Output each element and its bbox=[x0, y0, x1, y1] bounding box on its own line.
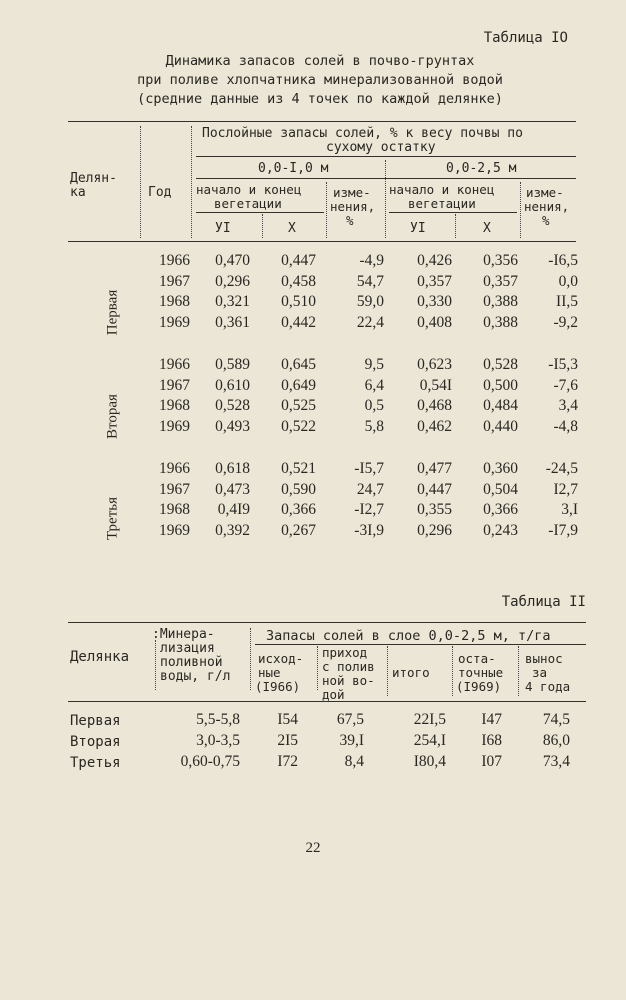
divider bbox=[520, 182, 521, 238]
header-start-end-2: начало и конец bbox=[389, 182, 495, 197]
t11-header-rest-3: (I969) bbox=[456, 679, 502, 694]
header-x: X bbox=[288, 221, 296, 236]
table10-cell-year: 1968 bbox=[159, 397, 190, 414]
table10-cell-b: 0,366 bbox=[281, 501, 316, 518]
table10-title-line: (средние данные из 4 точек по каждой делянке) bbox=[137, 91, 503, 107]
t11-header-min-1: :Минера- bbox=[152, 627, 215, 642]
table10-cell-year: 1967 bbox=[159, 480, 190, 498]
t11-header-init-3: (I966) bbox=[255, 679, 301, 694]
rule bbox=[196, 212, 324, 213]
table11-cell-min: 5,5-5,8 bbox=[196, 711, 240, 728]
table10-cell-year: 1969 bbox=[159, 417, 190, 435]
table10-cell-year: 1967 bbox=[159, 272, 190, 290]
table10-cell-b: 0,590 bbox=[281, 480, 316, 498]
table10-cell-c: 22,4 bbox=[356, 313, 384, 331]
table10-cell-f: -I5,3 bbox=[548, 356, 578, 373]
table11-cell-out: 74,5 bbox=[542, 711, 570, 728]
table10-cell-c: 54,7 bbox=[356, 272, 384, 290]
table10-label: Таблица IO bbox=[483, 30, 568, 46]
table10-cell-d: 0,447 bbox=[417, 480, 452, 498]
table10-cell-e: 0,366 bbox=[483, 501, 518, 518]
table10-cell-f: -7,6 bbox=[553, 376, 578, 394]
table10-cell-a: 0,493 bbox=[215, 417, 250, 435]
table10-cell-a: 0,321 bbox=[215, 293, 250, 310]
group-label: Третья bbox=[104, 496, 121, 541]
table10-cell-c: 24,7 bbox=[356, 480, 384, 498]
table10-cell-a: 0,473 bbox=[215, 480, 250, 498]
table11-cell-total: I80,4 bbox=[413, 753, 446, 770]
table10-cell-e: 0,356 bbox=[483, 252, 518, 269]
page-number: 22 bbox=[305, 840, 321, 856]
table10-cell-e: 0,357 bbox=[483, 272, 518, 290]
table10-cell-b: 0,525 bbox=[281, 397, 316, 414]
table10-cell-e: 0,484 bbox=[483, 397, 518, 414]
table10-cell-d: 0,408 bbox=[417, 313, 452, 331]
rule bbox=[255, 644, 586, 645]
table10-cell-c: 5,8 bbox=[364, 417, 384, 435]
table11-cell-total: 22I,5 bbox=[413, 711, 446, 728]
table10-cell-e: 0,388 bbox=[483, 313, 518, 331]
group-label: Вторая bbox=[104, 394, 121, 439]
table10-cell-f: II,5 bbox=[556, 293, 578, 310]
table10-cell-year: 1969 bbox=[159, 313, 190, 331]
table10-top-rule bbox=[68, 121, 576, 122]
table10-cell-a: 0,361 bbox=[215, 313, 250, 331]
table11-cell-init: 2I5 bbox=[277, 732, 298, 749]
table10-cell-a: 0,296 bbox=[215, 272, 250, 290]
t11-header-rest-1: оста- bbox=[458, 651, 496, 666]
table10-cell-c: 9,5 bbox=[364, 356, 384, 373]
divider bbox=[518, 646, 519, 696]
table10-cell-f: 3,4 bbox=[558, 397, 578, 414]
header-year: Год bbox=[148, 185, 172, 200]
table11-label: Таблица II bbox=[501, 594, 586, 610]
divider bbox=[155, 640, 156, 690]
table10-cell-d: 0,355 bbox=[417, 501, 452, 518]
table10-cell-b: 0,510 bbox=[281, 293, 316, 310]
table11-row-name: Первая bbox=[70, 713, 121, 729]
table10-cell-d: 0,330 bbox=[417, 293, 452, 310]
header-vegetation-1: вегетации bbox=[214, 196, 282, 211]
header-change-1c: % bbox=[346, 213, 354, 228]
table10-cell-f: I2,7 bbox=[553, 480, 578, 498]
header-layer2: 0,0-2,5 м bbox=[446, 161, 517, 176]
table10-cell-f: -4,8 bbox=[553, 417, 578, 435]
header-vegetation-2: вегетации bbox=[408, 196, 476, 211]
rule bbox=[196, 156, 576, 157]
t11-header-inflow-4: дой bbox=[322, 687, 345, 702]
divider bbox=[140, 126, 141, 238]
header-change-2a: изме- bbox=[526, 185, 564, 200]
t11-header-min-4: воды, г/л bbox=[160, 669, 231, 684]
table10-cell-f: -9,2 bbox=[553, 313, 578, 331]
table10-cell-b: 0,458 bbox=[281, 272, 316, 290]
t11-header-inflow-2: с полив bbox=[322, 659, 375, 674]
table10-cell-b: 0,267 bbox=[281, 521, 316, 539]
table10-cell-d: 0,477 bbox=[417, 460, 452, 477]
table11-cell-rest: I68 bbox=[481, 732, 502, 749]
table10-cell-a: 0,618 bbox=[215, 460, 250, 477]
table10-cell-d: 0,462 bbox=[417, 417, 452, 435]
t11-header-init-1: исход- bbox=[258, 651, 304, 666]
table10-title-line: Динамика запасов солей в почво-грунтах bbox=[165, 53, 475, 69]
header-vi-2: УI bbox=[410, 221, 426, 236]
divider bbox=[191, 126, 192, 238]
header-layer1: 0,0-I,0 м bbox=[258, 161, 329, 176]
table11-cell-init: I54 bbox=[277, 711, 298, 728]
t11-header-out-2: за bbox=[532, 665, 548, 680]
header-reserves-2: сухому остатку bbox=[326, 140, 436, 155]
table10-cell-b: 0,645 bbox=[281, 356, 316, 373]
table10-cell-e: 0,360 bbox=[483, 460, 518, 477]
t11-header-total: итого bbox=[392, 665, 430, 680]
table11-cell-inflow: 8,4 bbox=[344, 753, 364, 770]
table10-cell-f: -24,5 bbox=[545, 460, 578, 477]
table10-title-line: при поливе хлопчатника минерализованной водой bbox=[137, 72, 503, 88]
table10-cell-year: 1968 bbox=[159, 293, 190, 310]
t11-header-min-3: поливной bbox=[160, 655, 223, 670]
table10-cell-year: 1969 bbox=[159, 521, 190, 539]
header-plot: Делян- bbox=[70, 171, 117, 186]
table11-cell-init: I72 bbox=[277, 753, 298, 770]
table10-cell-c: 0,5 bbox=[364, 397, 384, 414]
rule bbox=[196, 178, 576, 179]
divider bbox=[385, 160, 386, 238]
table11-header-rule bbox=[68, 701, 586, 702]
table11-cell-min: 3,0-3,5 bbox=[196, 732, 240, 749]
table10-cell-b: 0,442 bbox=[281, 313, 316, 331]
header-change-2b: нения, bbox=[524, 199, 570, 214]
header-change-2c: % bbox=[542, 213, 550, 228]
table11-cell-rest: I47 bbox=[481, 711, 502, 728]
table11-cell-out: 86,0 bbox=[542, 732, 570, 749]
rule bbox=[389, 212, 517, 213]
table10-cell-c: -I5,7 bbox=[354, 460, 384, 477]
header-x-2: X bbox=[483, 221, 491, 236]
table10-cell-b: 0,521 bbox=[281, 460, 316, 477]
table10-cell-a: 0,589 bbox=[215, 356, 250, 373]
header-plot-2: ка bbox=[70, 185, 86, 200]
header-reserves: Послойные запасы солей, % к весу почвы по bbox=[202, 126, 523, 141]
table10-cell-d: 0,468 bbox=[417, 397, 452, 414]
header-change-1b: нения, bbox=[330, 199, 376, 214]
t11-header-inflow-1: приход bbox=[322, 645, 368, 660]
table11-cell-inflow: 67,5 bbox=[336, 711, 364, 728]
table10-cell-a: 0,4I9 bbox=[217, 501, 250, 518]
table11-row-name: Вторая bbox=[70, 734, 121, 750]
table10-cell-e: 0,500 bbox=[483, 376, 518, 394]
table11-cell-inflow: 39,I bbox=[339, 732, 364, 749]
table10-cell-c: 59,0 bbox=[356, 293, 384, 310]
t11-header-plot: Делянка bbox=[70, 649, 130, 665]
table10-cell-year: 1966 bbox=[159, 252, 190, 269]
t11-header-out-3: 4 года bbox=[525, 679, 571, 694]
table10-cell-f: 3,I bbox=[561, 501, 578, 518]
table10-cell-year: 1966 bbox=[159, 356, 190, 373]
table11-cell-out: 73,4 bbox=[542, 753, 570, 770]
t11-header-min-2: лизация bbox=[160, 641, 215, 656]
divider bbox=[455, 214, 456, 238]
table10-cell-c: -I2,7 bbox=[354, 501, 384, 518]
table10-cell-e: 0,504 bbox=[483, 480, 518, 498]
table10-header-rule bbox=[68, 241, 576, 242]
table10-cell-d: 0,426 bbox=[417, 252, 452, 269]
t11-header-out-1: вынос bbox=[525, 651, 563, 666]
table10-cell-year: 1967 bbox=[159, 376, 190, 394]
divider bbox=[452, 646, 453, 696]
group-label: Первая bbox=[104, 289, 121, 336]
header-vi: УI bbox=[215, 221, 231, 236]
table10-cell-e: 0,243 bbox=[483, 521, 518, 539]
table10-cell-f: -I7,9 bbox=[548, 521, 578, 539]
header-change-1a: изме- bbox=[333, 185, 371, 200]
table10-cell-c: -3I,9 bbox=[354, 521, 384, 539]
table10-cell-f: 0,0 bbox=[558, 272, 578, 290]
table10-cell-year: 1966 bbox=[159, 460, 190, 477]
table10-cell-a: 0,610 bbox=[215, 376, 250, 394]
table10-cell-c: 6,4 bbox=[364, 376, 384, 394]
t11-header-reserves: Запасы солей в слое 0,0-2,5 м, т/га bbox=[266, 628, 551, 644]
t11-header-init-2: ные bbox=[258, 665, 281, 680]
divider bbox=[262, 214, 263, 238]
table10-cell-d: 0,54I bbox=[419, 376, 452, 394]
table10-cell-d: 0,623 bbox=[417, 356, 452, 373]
divider bbox=[317, 646, 318, 690]
table10-cell-b: 0,649 bbox=[281, 376, 316, 394]
header-start-end-1: начало и конец bbox=[196, 182, 302, 197]
divider bbox=[250, 628, 251, 690]
table11-cell-total: 254,I bbox=[413, 732, 446, 749]
table10-cell-e: 0,440 bbox=[483, 417, 518, 435]
table10-cell-d: 0,357 bbox=[417, 272, 452, 290]
table10-cell-b: 0,447 bbox=[281, 252, 316, 269]
table10-cell-a: 0,528 bbox=[215, 397, 250, 414]
divider bbox=[326, 182, 327, 238]
table10-cell-year: 1968 bbox=[159, 501, 190, 518]
table10-cell-e: 0,528 bbox=[483, 356, 518, 373]
table10-cell-a: 0,392 bbox=[215, 521, 250, 539]
t11-header-rest-2: точные bbox=[458, 665, 504, 680]
table10-cell-f: -I6,5 bbox=[548, 252, 578, 269]
table10-cell-c: -4,9 bbox=[359, 252, 384, 269]
t11-header-inflow-3: ной во- bbox=[322, 673, 375, 688]
table10-cell-e: 0,388 bbox=[483, 293, 518, 310]
table10-cell-a: 0,470 bbox=[215, 252, 250, 269]
table10-cell-d: 0,296 bbox=[417, 521, 452, 539]
table11-row-name: Третья bbox=[70, 755, 121, 771]
table10-title bbox=[70, 52, 570, 109]
table11-top-rule bbox=[68, 622, 586, 623]
table11-cell-rest: I07 bbox=[481, 753, 502, 770]
table11-cell-min: 0,60-0,75 bbox=[180, 753, 240, 770]
table10-cell-b: 0,522 bbox=[281, 417, 316, 435]
divider bbox=[387, 646, 388, 696]
